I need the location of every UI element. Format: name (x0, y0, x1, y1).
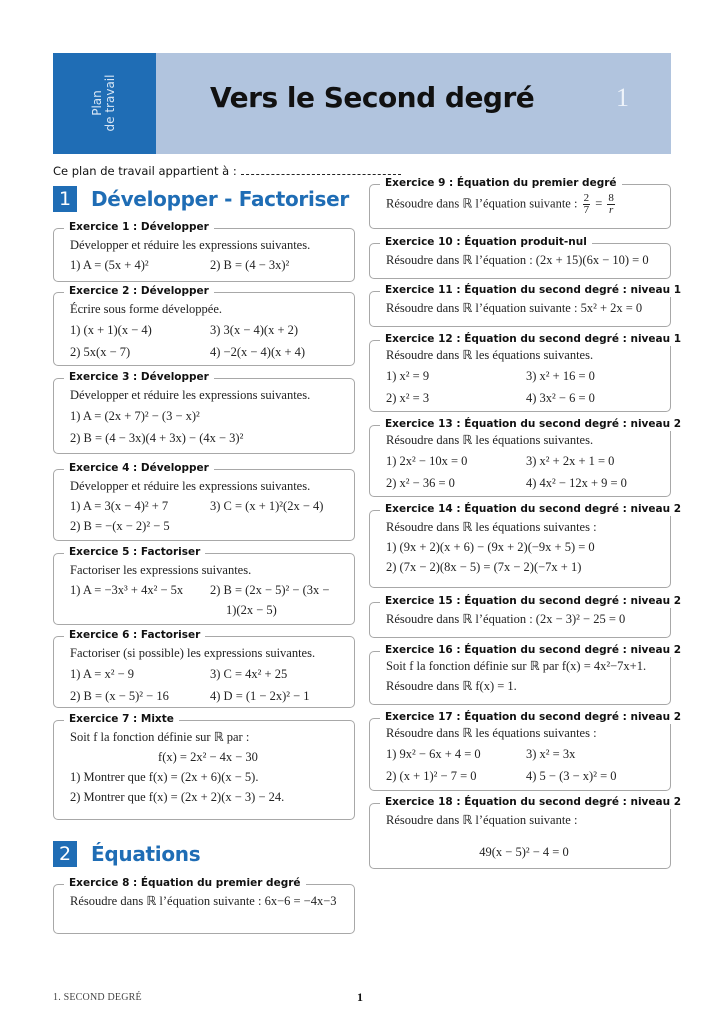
item: 2) x² − 36 = 0 (386, 476, 455, 490)
section-number: 1 (53, 186, 77, 212)
item: 2) B = −(x − 2)² − 5 (70, 519, 170, 533)
fraction: $\frac{2}{7}$ (583, 192, 590, 216)
item: 2) B = (2x − 5)² − (3x − (210, 583, 330, 597)
exercise-intro: Résoudre dans ℝ l’équation : (2x + 15)(6x − 10) = 0 (386, 253, 649, 267)
exercise-title: Exercice 18 : Équation du second degré : niveau 2 (380, 795, 686, 809)
exercise-title: Exercice 11 : Équation du second degré : niveau 1 (380, 283, 686, 297)
exercise-intro: Développer et réduire les expressions suivantes. (70, 479, 311, 493)
exercise-10 (369, 236, 671, 279)
item: 3) x² = 3x (526, 747, 576, 761)
item: 4) 3x² − 6 = 0 (526, 391, 595, 405)
item: 1) A = −3x³ + 4x² − 5x (70, 583, 184, 597)
section-title: Développer - Factoriser (91, 187, 349, 211)
exercise-4 (53, 462, 355, 541)
exercise-12 (369, 333, 682, 412)
item: 1) (9x + 2)(x + 6) − (9x + 2)(−9x + 5) = 0 (386, 540, 595, 554)
exercise-6 (53, 629, 355, 708)
item: 3) C = (x + 1)²(2x − 4) (210, 499, 324, 513)
item: 1) x² = 9 (386, 369, 430, 383)
item: 2) B = (4 − 3x)² (210, 258, 290, 272)
tag-line-2: de travail (103, 74, 117, 132)
equals-sign: = (595, 196, 603, 211)
exercise-intro: Résoudre dans ℝ les équations suivantes : (386, 726, 597, 740)
item: 4) 5 − (3 − x)² = 0 (526, 769, 617, 783)
exercise-title: Exercice 4 : Développer (64, 461, 214, 475)
item: 1) A = (2x + 7)² − (3 − x)² (70, 409, 200, 423)
item: 1) A = x² − 9 (70, 667, 135, 681)
exercise-intro: Développer et réduire les expressions suivantes. (70, 388, 311, 402)
item: 1) 9x² − 6x + 4 = 0 (386, 747, 481, 761)
item: 4) 4x² − 12x + 9 = 0 (526, 476, 627, 490)
exercise-line-2: Résoudre dans ℝ f(x) = 1. (386, 679, 517, 693)
section-title: Équations (91, 842, 201, 866)
item: 2) B = (x − 5)² − 16 (70, 689, 169, 703)
formula: 49(x − 5)² − 4 = 0 (479, 845, 569, 859)
exercise-title: Exercice 7 : Mixte (64, 712, 179, 726)
item: 3) x² + 2x + 1 = 0 (526, 454, 615, 468)
exercise-intro: Résoudre dans ℝ les équations suivantes. (386, 433, 594, 447)
section-2-heading (53, 841, 200, 867)
exercise-title: Exercice 13 : Équation du second degré : niveau 2 (380, 417, 686, 431)
exercise-15 (369, 595, 682, 638)
exercise-intro: Résoudre dans ℝ l’équation suivante : 6x−6 = −4x−3 (70, 894, 337, 908)
item: 3) C = 4x² + 25 (210, 667, 288, 681)
fraction: $\frac{8}{r}$ (608, 192, 614, 216)
item: 4) −2(x − 4)(x + 4) (210, 345, 306, 359)
exercise-title: Exercice 16 : Équation du second degré : niveau 2 (380, 643, 686, 657)
item: 1) (x + 1)(x − 4) (70, 323, 152, 337)
exercise-17 (369, 711, 682, 791)
chapter-number: 1 (616, 83, 629, 112)
item: 1) A = (5x + 4)² (70, 258, 149, 272)
exercise-9 (369, 177, 671, 229)
item: 2) Montrer que f(x) = (2x + 2)(x − 3) − 24. (70, 790, 285, 804)
exercise-line-1: Soit f la fonction définie sur ℝ par f(x) = 4x²−7x+1. (386, 659, 647, 673)
item: 2) x² = 3 (386, 391, 430, 405)
exercise-13 (369, 418, 682, 497)
item: 1) Montrer que f(x) = (2x + 6)(x − 5). (70, 770, 259, 784)
item: 2) B = (4 − 3x)(4 + 3x) − (4x − 3)² (70, 431, 244, 445)
page-header (53, 53, 671, 154)
item: 1) 2x² − 10x = 0 (386, 454, 468, 468)
exercise-8 (53, 877, 355, 934)
exercise-title: Exercice 10 : Équation produit-nul (380, 235, 592, 249)
item: 4) D = (1 − 2x)² − 1 (210, 689, 310, 703)
exercise-title: Exercice 6 : Factoriser (64, 628, 205, 642)
formula: f(x) = 2x² − 4x − 30 (158, 750, 258, 764)
exercise-title: Exercice 9 : Équation du premier degré (380, 176, 622, 190)
exercise-3 (53, 371, 355, 454)
exercise-intro: Résoudre dans ℝ les équations suivantes : (386, 520, 597, 534)
exercise-intro: Résoudre dans ℝ l’équation suivante : (386, 813, 578, 827)
item: 2) (x + 1)² − 7 = 0 (386, 769, 477, 783)
exercise-title: Exercice 8 : Équation du premier degré (64, 876, 306, 890)
exercise-1 (53, 221, 355, 282)
item: 2) (7x − 2)(8x − 5) = (7x − 2)(−7x + 1) (386, 560, 582, 574)
exercise-title: Exercice 15 : Équation du second degré : niveau 2 (380, 594, 686, 608)
exercise-title: Exercice 5 : Factoriser (64, 545, 205, 559)
exercise-intro: Écrire sous forme développée. (70, 302, 223, 316)
exercise-7 (53, 713, 355, 820)
item: 1) A = 3(x − 4)² + 7 (70, 499, 169, 513)
exercise-title: Exercice 1 : Développer (64, 220, 214, 234)
exercise-14 (369, 503, 682, 588)
exercise-title: Exercice 14 : Équation du second degré : niveau 2 (380, 502, 686, 516)
exercise-intro: Développer et réduire les expressions suivantes. (70, 238, 311, 252)
exercise-18 (369, 796, 682, 869)
exercise-11 (369, 284, 682, 327)
exercise-title: Exercice 12 : Équation du second degré : niveau 1 (380, 332, 686, 346)
item: 3) 3(x − 4)(x + 2) (210, 323, 299, 337)
section-1-heading (53, 186, 349, 212)
exercise-intro: Résoudre dans ℝ l’équation suivante : (386, 196, 578, 211)
exercise-intro: Résoudre dans ℝ les équations suivantes. (386, 348, 594, 362)
plan-de-travail-tag (53, 53, 156, 154)
exercise-intro: Résoudre dans ℝ l’équation : (2x − 3)² − 25 = 0 (386, 612, 626, 626)
exercise-title: Exercice 17 : Équation du second degré : niveau 2 (380, 710, 686, 724)
item: 2) 5x(x − 7) (70, 345, 131, 359)
owner-label: Ce plan de travail appartient à : (53, 164, 237, 178)
footer-page-number: 1 (357, 990, 363, 1004)
exercise-title: Exercice 2 : Développer (64, 284, 214, 298)
section-number: 2 (53, 841, 77, 867)
tag-line-1: Plan (90, 90, 104, 116)
page-title: Vers le Second degré (210, 81, 535, 114)
item-continued: 1)(2x − 5) (226, 603, 277, 617)
exercise-intro: Soit f la fonction définie sur ℝ par : (70, 730, 250, 744)
owner-name-field[interactable] (241, 165, 401, 175)
owner-line (53, 164, 401, 178)
exercise-16 (369, 644, 682, 705)
exercise-title: Exercice 3 : Développer (64, 370, 214, 384)
exercise-intro: Factoriser (si possible) les expressions suivantes. (70, 646, 316, 660)
exercise-intro: Résoudre dans ℝ l’équation suivante : 5x² + 2x = 0 (386, 301, 643, 315)
exercise-intro: Factoriser les expressions suivantes. (70, 563, 252, 577)
exercise-2 (53, 285, 355, 366)
item: 3) x² + 16 = 0 (526, 369, 595, 383)
exercise-5 (53, 546, 355, 625)
footer-chapter: 1. SECOND DEGRÉ (53, 992, 142, 1003)
